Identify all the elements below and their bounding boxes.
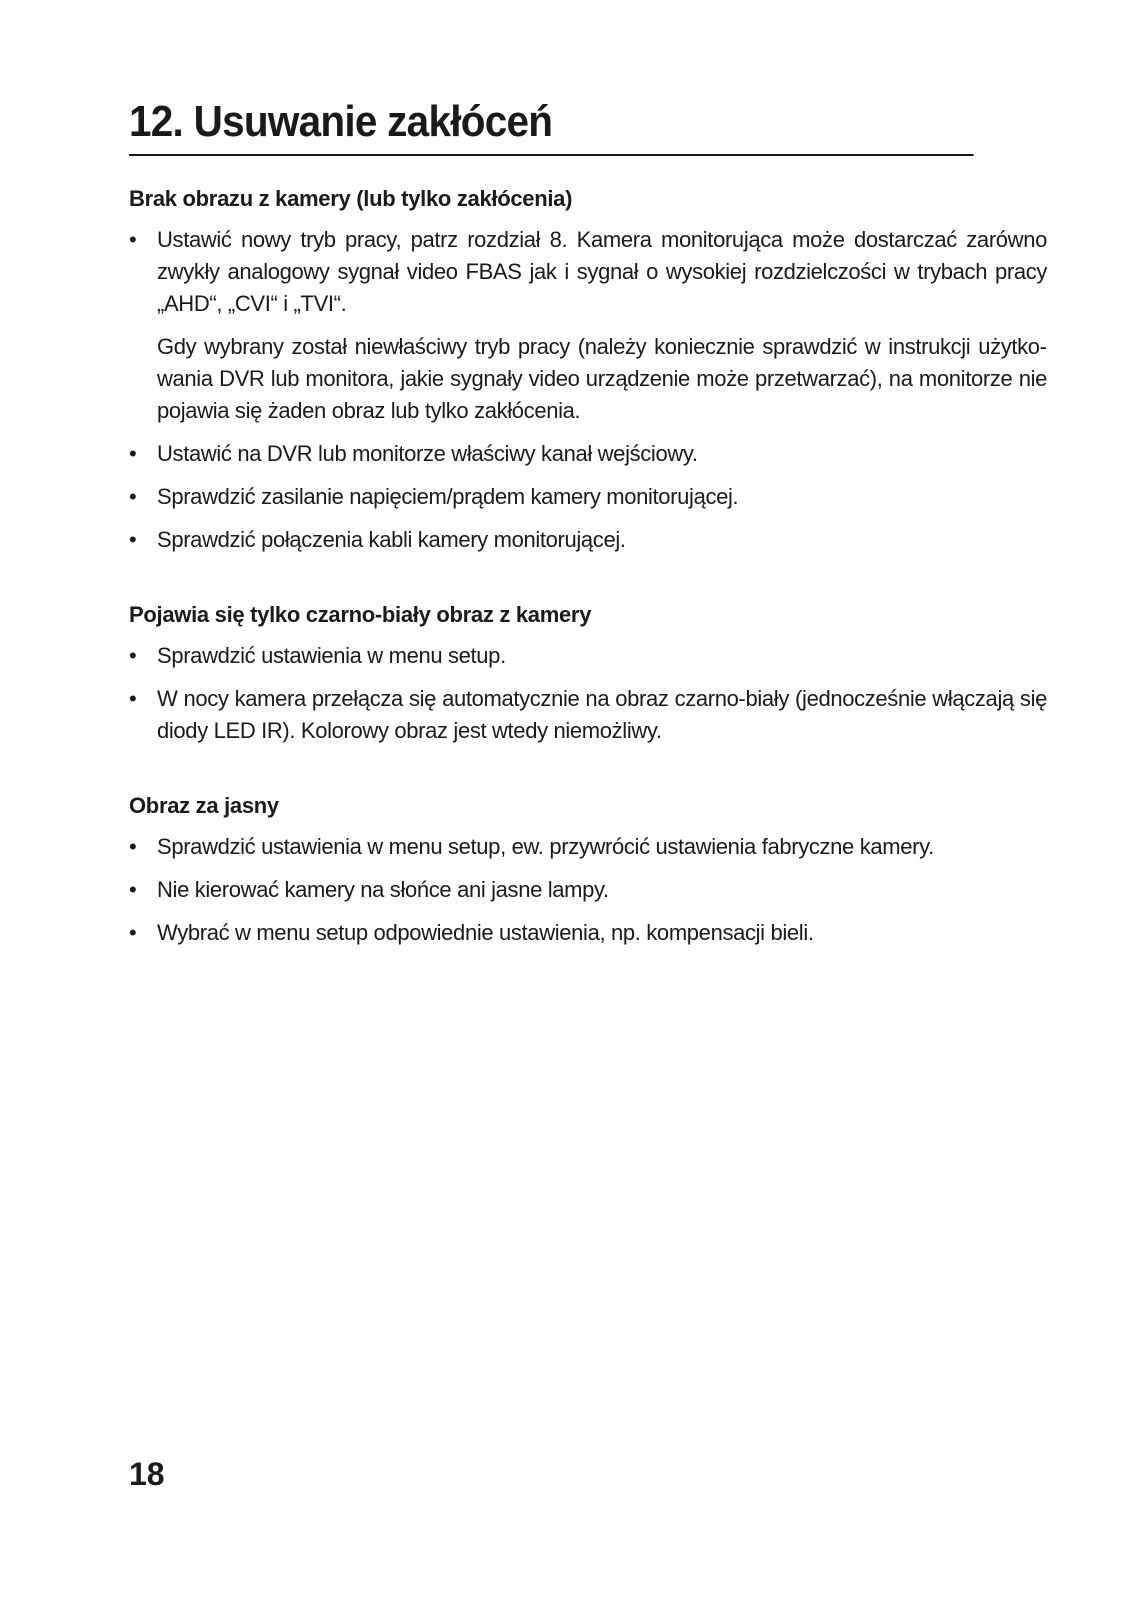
- bullet-list: [129, 831, 1047, 949]
- bullet-icon: •: [129, 643, 137, 668]
- list-item-text: Wybrać w menu setup odpowiednie ustawienia, np. kompensacji bieli.: [157, 920, 814, 945]
- list-item: [129, 224, 1047, 427]
- section-no-image: [129, 184, 1047, 556]
- bullet-icon: •: [129, 227, 137, 252]
- bullet-icon: •: [129, 834, 137, 859]
- list-item-text: Sprawdzić ustawienia w menu setup, ew. przywrócić ustawienia fabryczne kamery.: [157, 834, 934, 859]
- list-item: [129, 524, 1047, 556]
- bullet-icon: •: [129, 920, 137, 945]
- list-item: [129, 874, 1047, 906]
- list-item-text: Sprawdzić ustawienia w menu setup.: [157, 643, 506, 668]
- bullet-icon: •: [129, 686, 137, 711]
- section-heading: Brak obrazu z kamery (lub tylko zakłócenia): [129, 186, 573, 211]
- list-item-text: W nocy kamera przełącza się automatycznie na obraz czarno-biały (jednocześnie włączają się diody LED IR). Kolorowy obraz jest wtedy niemożliwy.: [157, 686, 1047, 743]
- bullet-icon: •: [129, 877, 137, 902]
- list-item: [129, 831, 1047, 863]
- bullet-list: [129, 224, 1047, 556]
- list-item-text: Ustawić na DVR lub monitorze właściwy kanał wejściowy.: [157, 441, 698, 466]
- list-item-text: Nie kierować kamery na słońce ani jasne lampy.: [157, 877, 609, 902]
- list-item-text: Sprawdzić zasilanie napięciem/prądem kamery monitorującej.: [157, 484, 739, 509]
- list-item-text: Sprawdzić połączenia kabli kamery monitorującej.: [157, 527, 626, 552]
- section-image-too-bright: [129, 791, 1047, 949]
- list-item: [129, 481, 1047, 513]
- section-heading: Pojawia się tylko czarno-biały obraz z kamery: [129, 602, 592, 627]
- list-item: [129, 438, 1047, 470]
- section-heading: Obraz za jasny: [129, 793, 279, 818]
- bullet-list: [129, 640, 1047, 747]
- bullet-icon: •: [129, 484, 137, 509]
- bullet-icon: •: [129, 527, 137, 552]
- list-item-text: Ustawić nowy tryb pracy, patrz rozdział 8. Kamera monitorująca może dostarczać zarówno zwykły analogowy sygnał video FBAS jak i sygnał o wysokiej rozdzielczości w trybach pracy „AHD“, „CVI“ i „TVI“.: [157, 227, 1047, 316]
- section-black-white-image: [129, 600, 1047, 747]
- bullet-icon: •: [129, 441, 137, 466]
- document-body: [129, 184, 1047, 993]
- list-item: [129, 917, 1047, 949]
- list-item: [129, 683, 1047, 747]
- page-title: 12. Usuwanie zakłóceń: [129, 96, 974, 156]
- page-number: 18: [129, 1456, 165, 1492]
- list-item-note: Gdy wybrany został niewłaściwy tryb pracy (należy koniecznie sprawdzić w instrukcji użytkowania DVR lub monitora, jakie sygnały video urządzenie może przetwarzać), na monitorze nie pojawia się żaden obraz lub tylko zakłócenia.: [157, 334, 1047, 423]
- list-item: [129, 640, 1047, 672]
